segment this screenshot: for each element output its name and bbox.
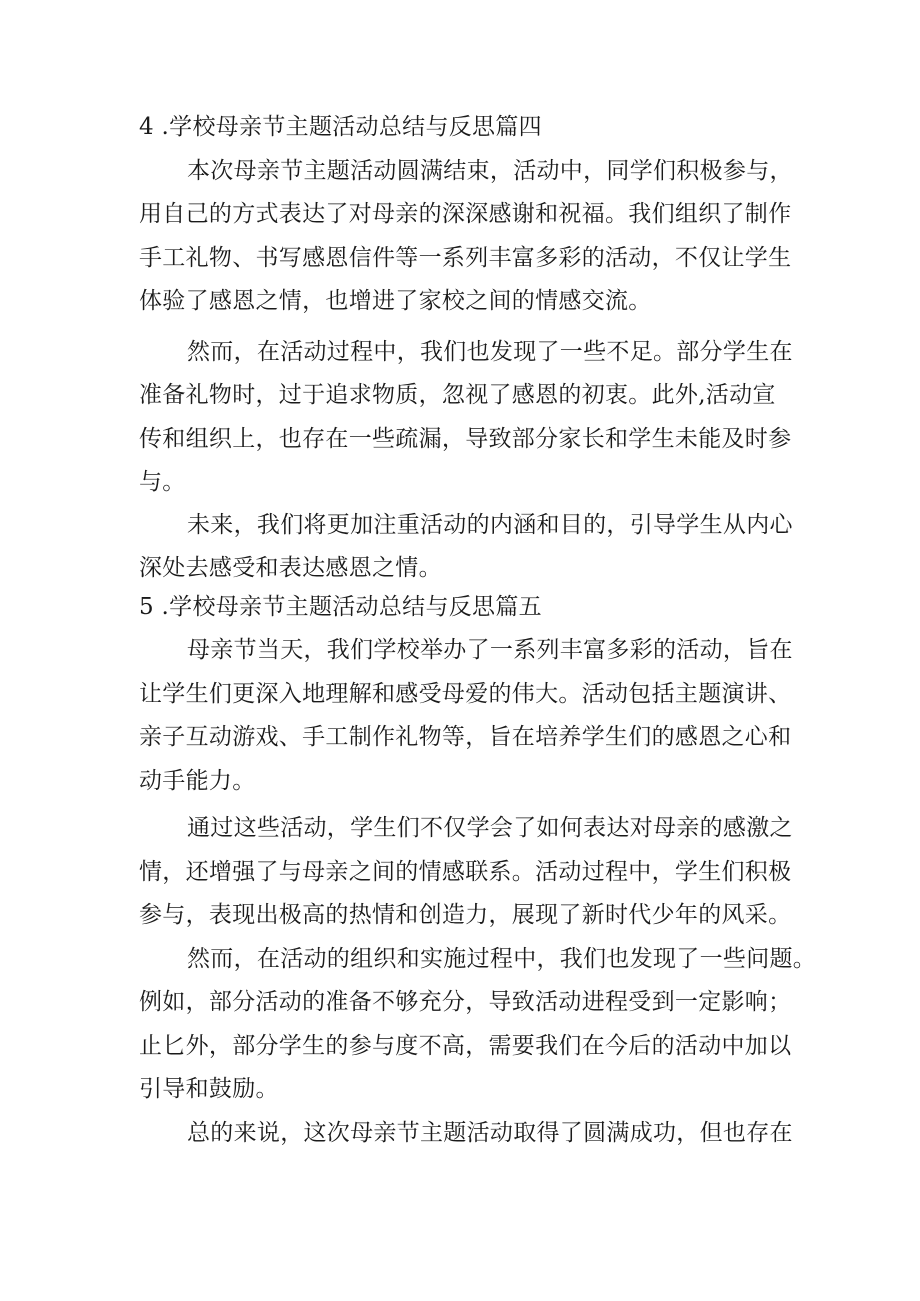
paragraph-line: 亲子互动游戏、手工制作礼物等，旨在培养学生们的感恩之心和 [139, 724, 792, 750]
paragraph-line: 然而，在活动过程中，我们也发现了一些不足。部分学生在 [187, 339, 793, 365]
paragraph-line: 未来，我们将更加注重活动的内涵和目的，引导学生从内心 [187, 512, 793, 538]
paragraph-line: 然而，在活动的组织和实施过程中，我们也发现了一些问题。 [187, 946, 817, 972]
paragraph-line: 体验了感恩之情，也增进了家校之间的情感交流。 [139, 288, 652, 314]
paragraph-line: 本次母亲节主题活动圆满结束，活动中，同学们积极参与， [187, 158, 793, 184]
paragraph-line: 止匕外，部分学生的参与度不高，需要我们在今后的活动中加以 [139, 1033, 792, 1059]
section-heading-4: 4 .学校母亲节主题活动总结与反思篇四 [139, 114, 542, 140]
paragraph-line: 总的来说，这次母亲节主题活动取得了圆满成功，但也存在 [187, 1120, 793, 1146]
paragraph-line: 传和组织上，也存在一些疏漏，导致部分家长和学生未能及时参 [139, 426, 792, 452]
paragraph-line: 母亲节当天，我们学校举办了一系列丰富多彩的活动，旨在 [187, 637, 793, 663]
paragraph-line: 深处去感受和表达感恩之情。 [139, 555, 442, 581]
paragraph-line: 动手能力。 [139, 768, 256, 794]
paragraph-line: 例如，部分活动的准备不够充分，导致活动进程受到一定影响； [139, 989, 792, 1015]
paragraph-line: 情，还增强了与母亲之间的情感联系。活动过程中，学生们积极 [139, 859, 792, 885]
paragraph-line: 与。 [139, 469, 186, 495]
paragraph-line: 用自己的方式表达了对母亲的深深感谢和祝福。我们组织了制作 [139, 201, 792, 227]
paragraph-line: 准备礼物时，过于追求物质，忽视了感恩的初衷。此外,活动宣 [139, 382, 776, 408]
section-heading-5: 5 .学校母亲节主题活动总结与反思篇五 [139, 594, 542, 620]
paragraph-line: 手工礼物、书写感恩信件等一系列丰富多彩的活动，不仅让学生 [139, 245, 792, 271]
paragraph-line: 通过这些活动，学生们不仅学会了如何表达对母亲的感激之 [187, 815, 793, 841]
paragraph-line: 引导和鼓励。 [139, 1076, 279, 1102]
paragraph-line: 参与，表现出极高的热情和创造力，展现了新时代少年的风采。 [139, 902, 792, 928]
paragraph-line: 让学生们更深入地理解和感受母爱的伟大。活动包括主题演讲、 [139, 681, 792, 707]
